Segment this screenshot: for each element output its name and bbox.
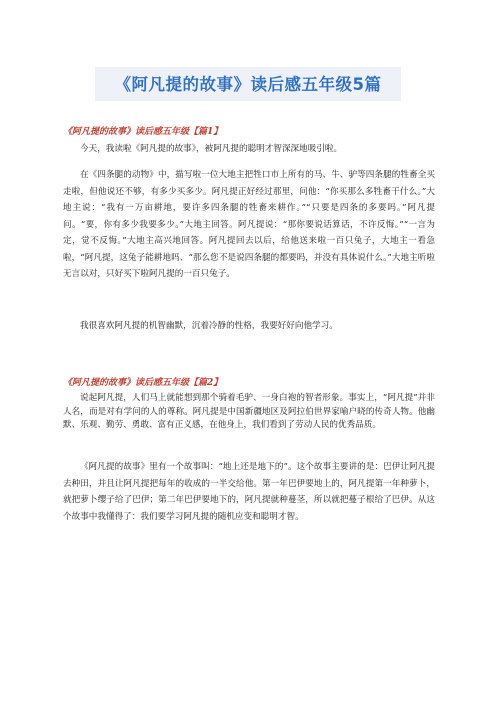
paragraph: 《阿凡提的故事》里有一个故事叫：“地上还是地下的”。这个故事主要讲的是：巴伊让阿凡提去种田，并且让阿凡提把每年的收成的一半交给他。第一年巴伊要地上的，阿凡提第一年种萝卜，就把萝卜缨子给了巴伊；第二年巴伊要地下的，阿凡提就种蔓茎，所以就把蔓子根给了巴伊。从这个故事中我懂得了：我们要学习阿凡提的随机应变和聪明才智。 [63,462,435,522]
section-heading-2: 《阿凡提的故事》读后感五年级【篇2】 [63,378,223,388]
paragraph: 说起阿凡提，人们马上就能想到那个骑着毛驴、一身白袍的智者形象。事实上，“阿凡提”并非人名，而是对有学问的人的尊称。阿凡提是中国新疆地区及阿拉伯世界家喻户晓的传奇人物。他幽默、乐观、勤劳、勇敢、富有正义感，在他身上，我们看到了劳动人民的优秀品质。 [63,393,435,430]
section-heading-1: 《阿凡提的故事》读后感五年级【篇1】 [63,127,223,137]
document-title: 《阿凡提的故事》读后感五年级5篇 [114,75,382,94]
paragraph: 在《四条腿的动物》中，描写啦一位大地主把牲口市上所有的马、牛、驴等四条腿的牲畜全买走啦，但他说还不够，有多少买多少。阿凡提正好经过那里，问他：“你买那么多牲畜干什么。”大地主说：“我有一万亩耕地，要许多四条腿的牲畜来耕作。”“只要是四条的多要吗。”阿凡提问。“要，你有多少我要多少。”大地主回答。阿凡提说：“那你要说话算话，不许反悔。”“一言为定，觉不反悔。”大地主高兴地回答。阿凡提回去以后，给他送来啦一百只兔子，大地主一看急啦，“阿凡提，这兔子能耕地吗、“那么您不是说四条腿的都要吗，并没有具体说什么。”大地主听啦无言以对，只好买下啦阿凡提的一百只兔子。 [63,170,435,279]
paragraph: 今天，我读啦《阿凡提的故事》，被阿凡提的聪明才智深深地吸引啦。 [80,144,343,154]
paragraph: 我很喜欢阿凡提的机智幽默，沉着冷静的性格，我要好好向他学习。 [80,321,338,331]
